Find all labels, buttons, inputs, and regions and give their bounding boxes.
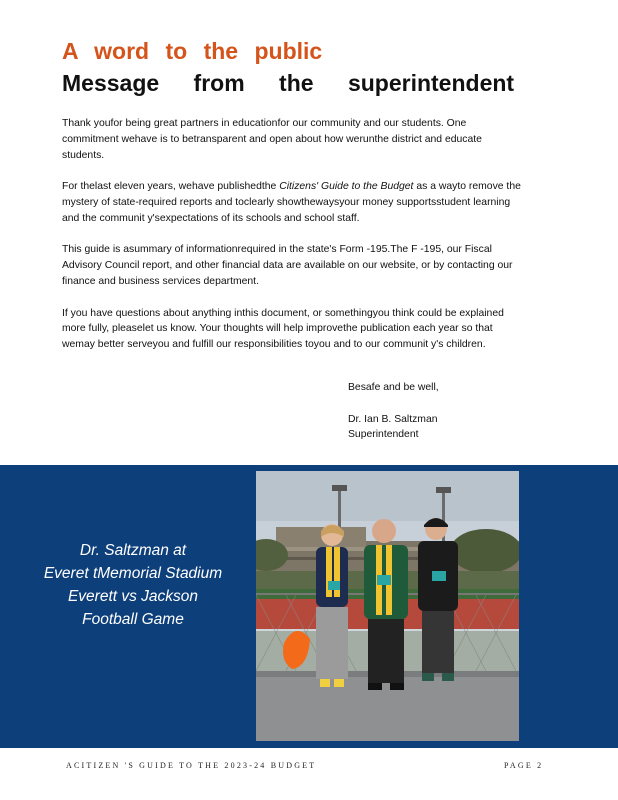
signer-title: Superintendent	[348, 429, 419, 441]
closing: Besafe and be well,	[348, 382, 439, 393]
caption-line-1: Dr. Saltzman at	[79, 542, 187, 559]
caption-line-4: Football Game	[82, 611, 184, 628]
photo-band	[0, 465, 618, 748]
paragraph-2	[62, 179, 524, 226]
signoff	[348, 380, 439, 443]
signer-name: Dr. Ian B. Saltzman	[348, 413, 438, 425]
stadium-photo-illustration	[256, 471, 519, 741]
heading-line-2: Message from the superintendent	[62, 70, 515, 96]
heading-line-1: A word to the public	[62, 38, 323, 64]
paragraph-2-text-b: as a wayto remove the mystery of state-required reports and toclearly showthewaysyour money supportsstudent learning and the communit y'sexpectations of its schools and school staff.	[62, 181, 521, 224]
photo-caption	[18, 539, 248, 631]
guide-title: Citizens' Guide to the Budget	[279, 181, 414, 193]
paragraph-2-text-a: For thelast eleven years, wehave publishedthe	[62, 181, 280, 193]
paragraph-1: Thank youfor being great partners in educationfor our community and our students. One commitment wehave is to betransparent and open about how werunthe district and educate students.	[62, 118, 482, 161]
stadium-photo	[256, 471, 519, 741]
caption-line-2: Everet tMemorial Stadium	[43, 565, 223, 582]
paragraph-3: This guide is asummary of informationrequired in the state's Form -195.The F -195, our Fiscal Advisory Council report, and other financial data are available on our website, or by contacting our finance and business services department.	[62, 244, 513, 287]
footer-publication: ACITIZEN 'S GUIDE TO THE 2023-24 BUDGET	[66, 761, 317, 770]
footer-page-number: PAGE 2	[504, 761, 544, 770]
message-body	[62, 116, 524, 369]
paragraph-4: If you have questions about anything inthis document, or somethingyou think could be explained more fully, pleaselet us know. Your thoughts will help improvethe publication each year so that wemay better serveyou and fulfill our responsibilities toyou and to our communit y's children.	[62, 307, 504, 351]
caption-line-3: Everett vs Jackson	[67, 588, 199, 605]
